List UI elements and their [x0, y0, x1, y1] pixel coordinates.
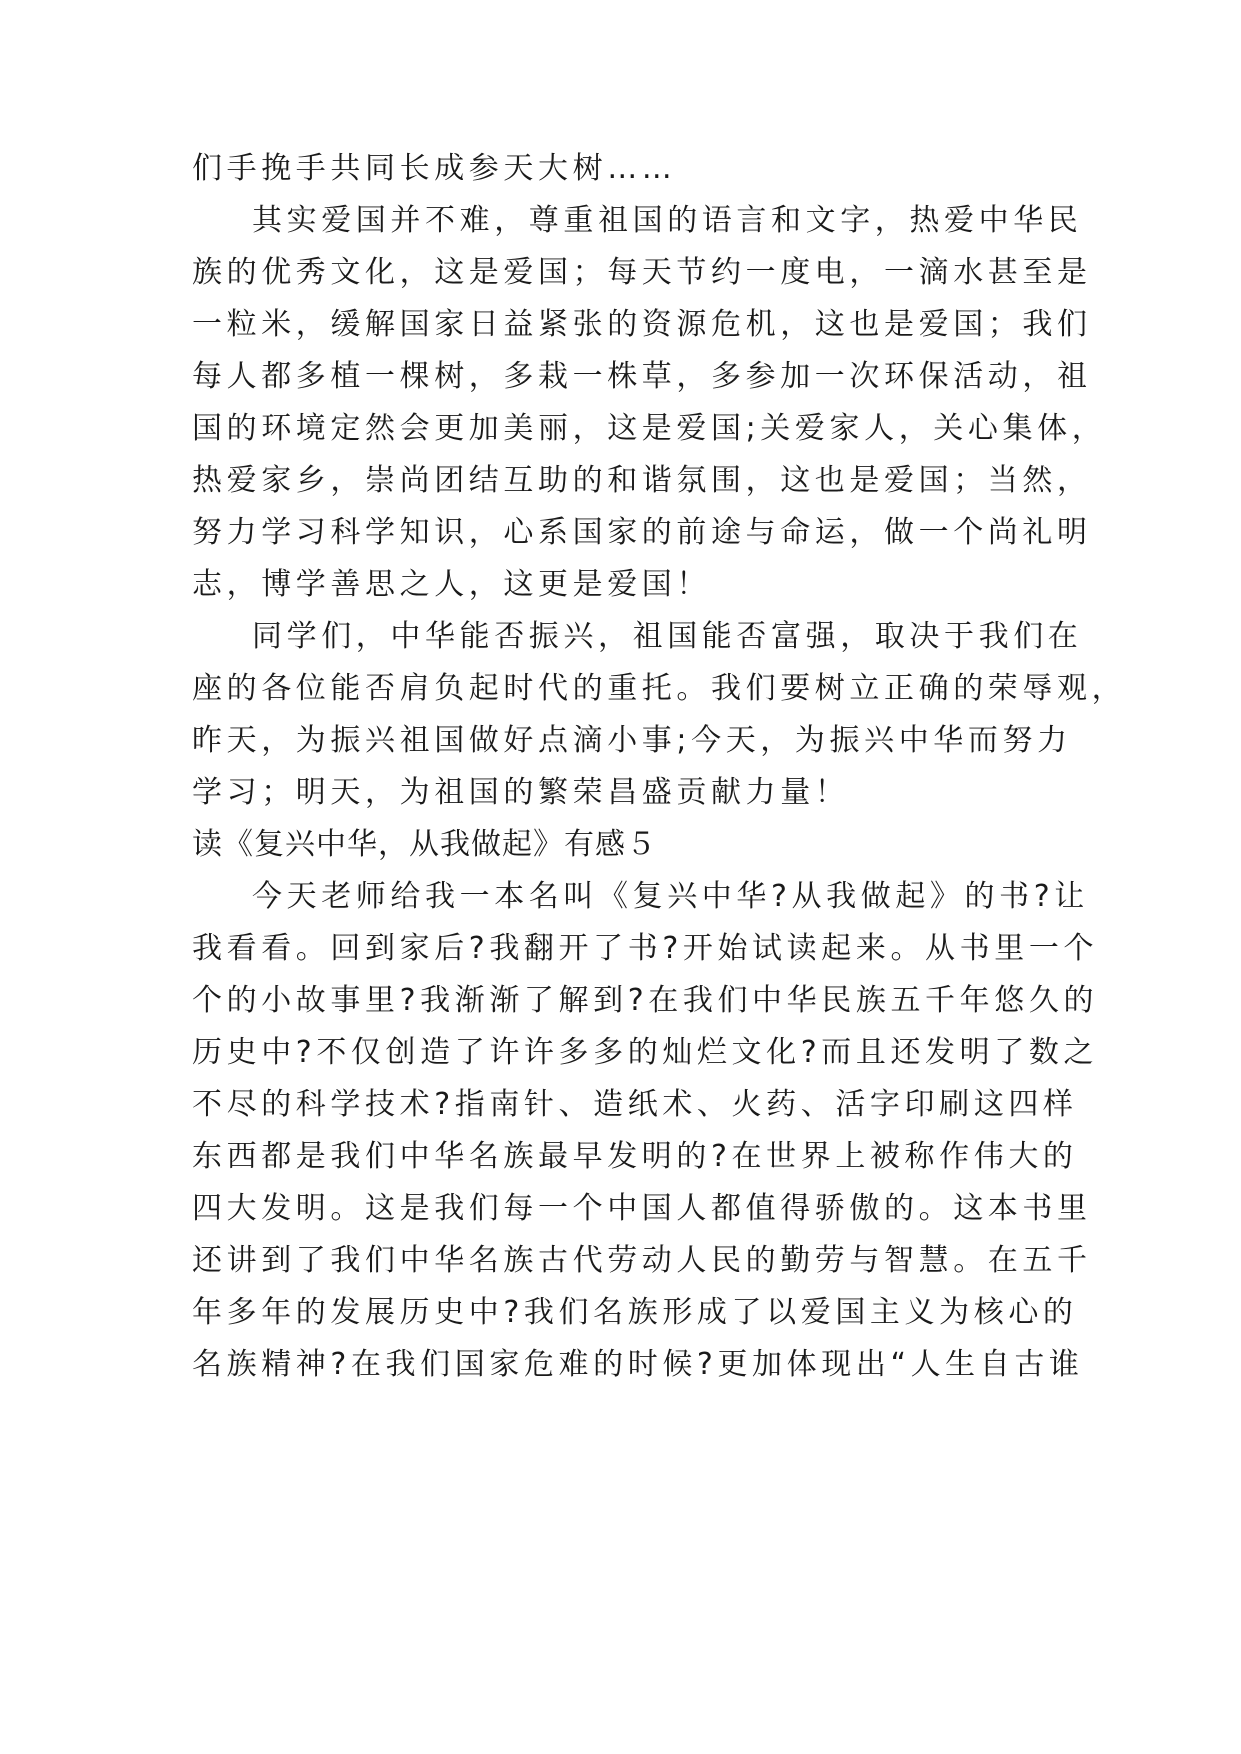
text-line: 每人都多植一棵树，多栽一株草，多参加一次环保活动，祖	[192, 359, 1092, 394]
text-line: 热爱家乡，崇尚团结互助的和谐氛围，这也是爱国；当然，	[192, 463, 1092, 498]
paragraph-first-line: 同学们，中华能否振兴，祖国能否富强，取决于我们在	[252, 619, 1083, 654]
text-line: 东西都是我们中华名族最早发明的?在世界上被称作伟大的	[192, 1139, 1078, 1174]
text-line: 历史中?不仅创造了许许多多的灿烂文化?而且还发明了数之	[192, 1035, 1099, 1070]
text-line: 年多年的发展历史中?我们名族形成了以爱国主义为核心的	[192, 1295, 1078, 1330]
text-line: 们手挽手共同长成参天大树……	[192, 151, 677, 186]
text-line: 个的小故事里?我渐渐了解到?在我们中华民族五千年悠久的	[192, 983, 1099, 1018]
section-heading: 读《复兴中华，从我做起》有感５	[192, 827, 657, 862]
text-line: 四大发明。这是我们每一个中国人都值得骄傲的。这本书里	[192, 1191, 1092, 1226]
text-line: 学习；明天，为祖国的繁荣昌盛贡献力量！	[192, 775, 850, 810]
text-line: 努力学习科学知识，心系国家的前途与命运，做一个尚礼明	[192, 515, 1092, 550]
text-line: 族的优秀文化，这是爱国；每天节约一度电，一滴水甚至是	[192, 255, 1092, 290]
text-line: 我看看。回到家后?我翻开了书?开始试读起来。从书里一个	[192, 931, 1099, 966]
paragraph-first-line: 今天老师给我一本名叫《复兴中华?从我做起》的书?让	[252, 879, 1089, 914]
text-line: 国的环境定然会更加美丽，这是爱国;关爱家人，关心集体，	[192, 411, 1107, 446]
text-line: 还讲到了我们中华名族古代劳动人民的勤劳与智慧。在五千	[192, 1243, 1092, 1278]
text-line: 昨天，为振兴祖国做好点滴小事;今天，为振兴中华而努力	[192, 723, 1072, 758]
text-line: 一粒米，缓解国家日益紧张的资源危机，这也是爱国；我们	[192, 307, 1092, 342]
text-line: 志，博学善思之人，这更是爱国！	[192, 567, 711, 602]
text-line: 座的各位能否肩负起时代的重托。我们要树立正确的荣辱观，	[192, 671, 1127, 706]
text-line: 不尽的科学技术?指南针、造纸术、火药、活字印刷这四样	[192, 1087, 1078, 1122]
paragraph-first-line: 其实爱国并不难，尊重祖国的语言和文字，热爱中华民	[252, 203, 1083, 238]
text-line: 名族精神?在我们国家危难的时候?更加体现出“人生自古谁	[192, 1347, 1084, 1382]
